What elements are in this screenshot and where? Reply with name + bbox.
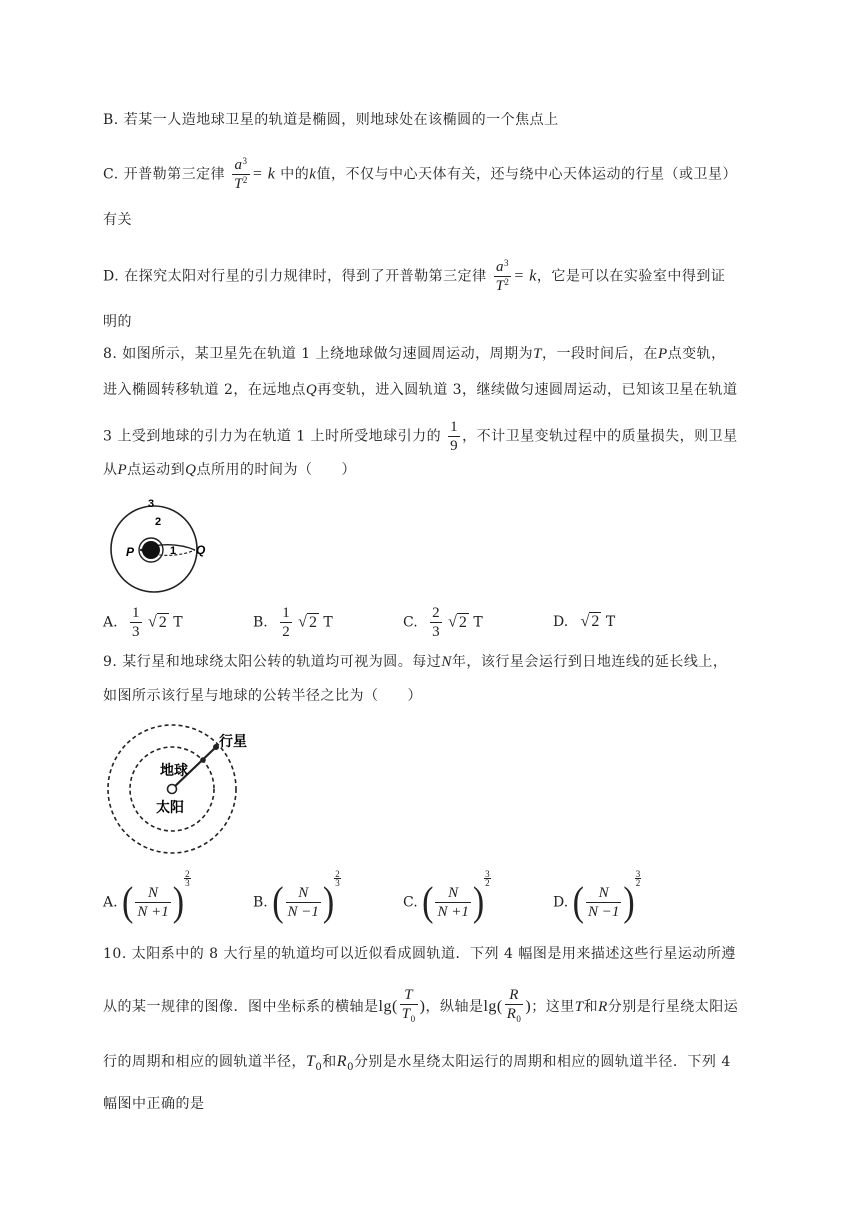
sun-icon	[168, 785, 177, 794]
q8-text-line1: 8. 如图所示，某卫星先在轨道 1 上绕地球做匀速圆周运动，周期为T，一段时间后，在P点变轨，	[103, 346, 726, 362]
orbit-2-label: 2	[155, 516, 162, 528]
earth-icon	[200, 757, 206, 763]
earth-label: 地球	[160, 762, 188, 778]
q9-option-c: C. ( $\frac{N}{N +1}$ ) $\frac{3}{2}$	[403, 869, 490, 925]
point-p-label: P	[126, 545, 135, 559]
q7-option-d-continued: 明的	[103, 314, 132, 330]
q7-option-d: D. 在探究太阳对行星的引力规律时，得到了开普勒第三定律 $\frac{a^3}{T^2}$ = k，它是可以在实验室中得到证	[103, 258, 726, 294]
q8-text-line4: 从P点运动到Q点所用的时间为（ ）	[103, 462, 357, 478]
q7-option-b: B. 若某一人造地球卫星的轨道是椭圆，则地球处在该椭圆的一个焦点上	[103, 112, 559, 128]
q8-option-a: A. $\frac{1}{3}$ √ 2 T	[103, 605, 183, 640]
q10-text-line1: 10. 太阳系中的 8 大行星的轨道均可以近似看成圆轨道．下列 4 幅图是用来描述这些行星运动所遵	[103, 946, 736, 962]
sun-label: 太阳	[156, 799, 184, 815]
q9-text-line2: 如图所示该行星与地球的公转半径之比为（ ）	[103, 688, 422, 704]
q8-option-c: C. $\frac{2}{3}$ √ 2 T	[403, 605, 483, 640]
q9-option-a: A. ( $\frac{N}{N +1}$ ) $\frac{2}{3}$	[103, 869, 190, 925]
planet-orbit-diagram	[104, 722, 247, 862]
q9-option-b: B. ( $\frac{N}{N -1}$ ) $\frac{2}{3}$	[253, 869, 340, 925]
q10-text-line2: 从的某一规律的图像．图中坐标系的横轴是lg( $\frac{T}{T_0}$ )，纵轴是lg( $\frac{R}{R_0}$ )；这里T和R分别是行星绕太阳运	[103, 987, 739, 1024]
q8-text-line3: 3 上受到地球的引力为在轨道 1 上时所受地球引力的 $\frac{1}{9}$ ，不计卫星变轨过程中的质量损失，则卫星	[103, 419, 738, 454]
q8-option-d: D. √ 2 T	[553, 613, 616, 630]
q10-text-line3: 行的周期和相应的圆轨道半径，$T_0$和$R_0$分别是水星绕太阳运行的周期和相应的圆轨道半径．下列 4	[103, 1053, 731, 1073]
q9-option-d: D. ( $\frac{N}{N -1}$ ) $\frac{3}{2}$	[553, 869, 641, 925]
point-q-label: Q	[196, 543, 206, 557]
orbit-diagram	[104, 492, 216, 596]
q7-option-c-continued: 有关	[103, 212, 132, 228]
q9-text-line1: 9. 某行星和地球绕太阳公转的轨道均可视为圆。每过N年，该行星会运行到日地连线的延长线上，	[103, 654, 728, 670]
one-ninth-fraction: $\frac{1}{9}$	[450, 419, 459, 454]
earth-icon	[142, 541, 160, 559]
q7-option-c: C. 开普勒第三定律 $\frac{a^3}{T^2}$ = k 中的k值，不仅与中心天体有关，还与绕中心天体运动的行星（或卫星）	[103, 156, 737, 192]
orbit-1-label: 1	[170, 545, 177, 557]
kepler-formula-fraction: $\frac{a^3}{T^2}$	[495, 258, 510, 294]
q8-text-line2: 进入椭圆转移轨道 2，在远地点Q再变轨，进入圆轨道 3，继续做匀速圆周运动，已知该卫星在轨道	[103, 382, 738, 398]
planet-label: 行星	[219, 733, 247, 749]
q8-option-b: B. $\frac{1}{2}$ √ 2 T	[253, 605, 333, 640]
kepler-formula-fraction: $\frac{a^3}{T^2}$	[234, 156, 248, 192]
q10-text-line4: 幅图中正确的是	[103, 1096, 205, 1112]
orbit-3-label: 3	[148, 498, 155, 510]
